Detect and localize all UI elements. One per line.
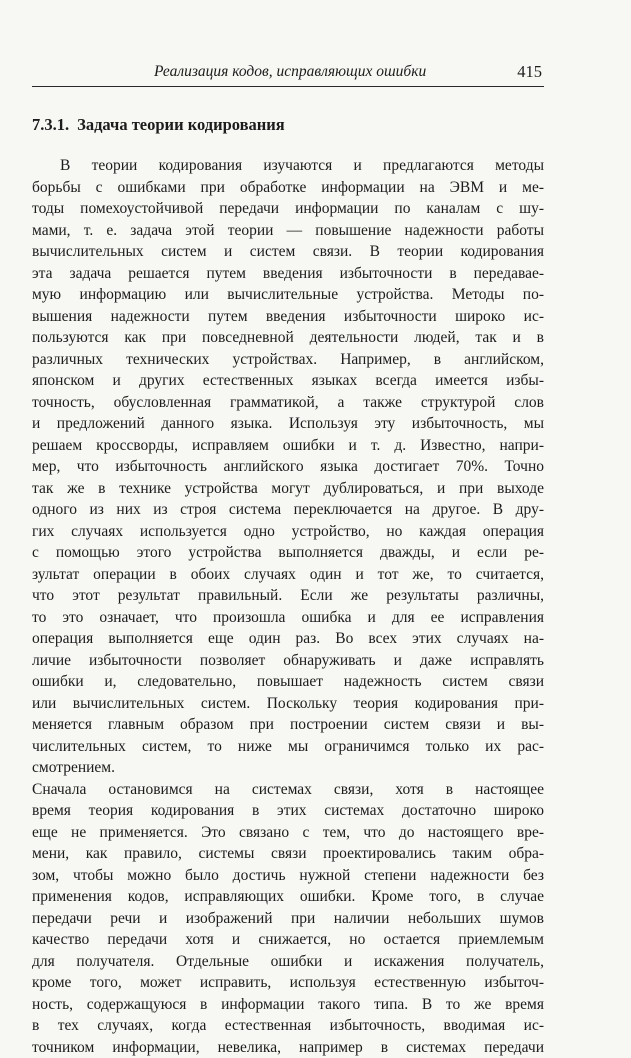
text-line: эта задача решается путем введения избыточности в передавае- [32,263,544,285]
text-line: различных технических устройствах. Например, в английском, [32,349,544,371]
text-line: В теории кодирования изучаются и предлагаются методы [32,155,544,177]
text-line: еще не применяется. Это связано с тем, что до настоящего вре- [32,822,544,844]
text-line: что этот результат правильный. Если же результаты различны, [32,585,544,607]
text-line: кроме того, может исправить, используя естественную избыточ- [32,972,544,994]
text-line: и предложений данного языка. Используя эту избыточность, мы [32,413,544,435]
text-line: смотрением. [32,757,544,779]
text-line: борьбы с ошибками при обработке информации на ЭВМ и ме- [32,177,544,199]
text-line: ность, содержащуюся в информации такого типа. В то же время [32,994,544,1016]
text-line: японском и других естественных языках всегда имеется избы- [32,370,544,392]
text-line: для получателя. Отдельные ошибки и искажения получатель, [32,951,544,973]
text-line: точником информации, невелика, например в системах передачи [32,1037,544,1058]
text-line: так же в технике устройства могут дублироваться, и при выходе [32,478,544,500]
text-line: с помощью этого устройства выполняется дважды, и если ре- [32,542,544,564]
text-line: в тех случаях, когда естественная избыточность, вводимая ис- [32,1015,544,1037]
text-line: пользуются как при повседневной деятельности людей, так и в [32,327,544,349]
text-line: качество передачи хотя и снижается, но остается приемлемым [32,929,544,951]
text-line: тоды помехоустойчивой передачи информации по каналам с шу- [32,198,544,220]
text-line: мер, что избыточность английского языка достигает 70%. Точно [32,456,544,478]
text-line: операция выполняется еще один раз. Во всех этих случаях на- [32,628,544,650]
text-line: ошибки и, следовательно, повышает надежность систем связи [32,671,544,693]
running-title: Реализация кодов, исправляющих ошибки [154,63,426,81]
paragraph-2 [32,779,544,1058]
text-line: или вычислительных систем. Поскольку теория кодирования при- [32,693,544,715]
text-line: меняется главным образом при построении систем связи и вы- [32,714,544,736]
section-title: Задача теории кодирования [77,115,285,134]
text-line: Сначала остановимся на системах связи, хотя в настоящее [32,779,544,801]
section-heading [32,115,544,135]
text-line: мами, т. е. задача этой теории — повышение надежности работы [32,220,544,242]
text-line: одного из них из строя система переключается на другое. В дру- [32,499,544,521]
text-line: мую информацию или вычислительные устройства. Методы по- [32,284,544,306]
text-line: зультат операции в обоих случаях один и тот же, то считается, [32,564,544,586]
text-line: мени, как правило, системы связи проектировались таким обра- [32,843,544,865]
text-line: гих случаях используется одно устройство, но каждая операция [32,521,544,543]
running-header [32,60,544,87]
text-line: время теория кодирования в этих системах достаточно широко [32,800,544,822]
text-line: вычислительных систем и систем связи. В теории кодирования [32,241,544,263]
section-number: 7.3.1. [32,115,69,134]
paragraph-1 [32,155,544,779]
text-line: числительных систем, то ниже мы ограничимся только их рас- [32,736,544,758]
text-line: применения кодов, исправляющих ошибки. Кроме того, в случае [32,886,544,908]
text-line: решаем кроссворды, исправляем ошибки и т. д. Известно, напри- [32,435,544,457]
body-text [32,155,544,1058]
text-line: личие избыточности позволяет обнаруживать и даже исправлять [32,650,544,672]
text-line: то это означает, что произошла ошибка и для ее исправления [32,607,544,629]
text-line: передачи речи и изображений при наличии небольших шумов [32,908,544,930]
text-line: зом, чтобы можно было достичь нужной степени надежности без [32,865,544,887]
text-line: вышения надежности путем введения избыточности широко ис- [32,306,544,328]
text-line: точность, обусловленная грамматикой, а также структурой слов [32,392,544,414]
page-number: 415 [517,62,542,82]
